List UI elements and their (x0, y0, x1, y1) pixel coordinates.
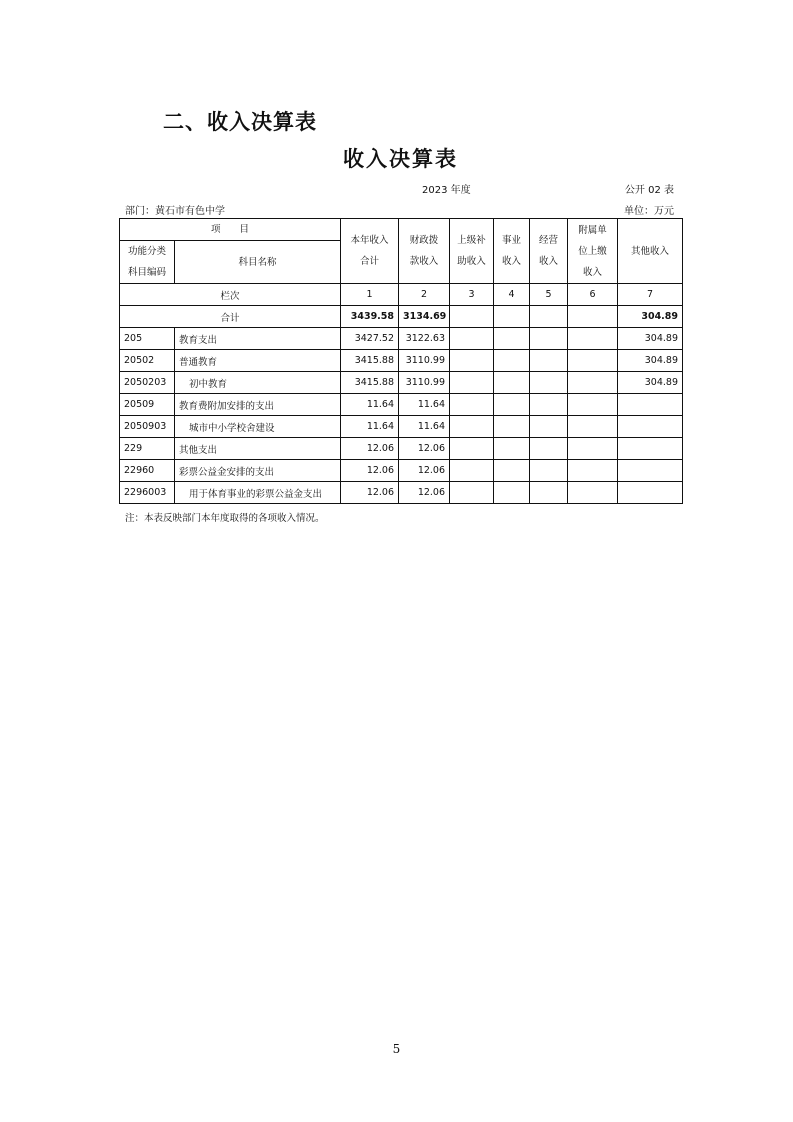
amount-cell: 304.89 (618, 328, 683, 350)
table-row (120, 438, 683, 460)
column-index-cell: 2 (399, 284, 450, 306)
amount-cell (494, 416, 530, 438)
amount-cell: 12.06 (399, 482, 450, 504)
amount-cell: 12.06 (341, 482, 399, 504)
amount-cell: 12.06 (399, 460, 450, 482)
amount-cell: 11.64 (341, 416, 399, 438)
amount-cell: 11.64 (399, 416, 450, 438)
amount-cell: 3122.63 (399, 328, 450, 350)
amount-cell (450, 394, 494, 416)
subject-name: 城市中小学校舍建设 (175, 416, 341, 438)
amount-cell (450, 328, 494, 350)
amount-cell: 3110.99 (399, 372, 450, 394)
amount-cell (450, 416, 494, 438)
header-affiliated: 附属单 位上缴 收入 (568, 219, 618, 284)
year-label: 2023 年度 (422, 185, 471, 196)
total-value (530, 306, 568, 328)
amount-cell (494, 438, 530, 460)
subject-name: 其他支出 (175, 438, 341, 460)
amount-cell (450, 482, 494, 504)
subject-name: 教育费附加安排的支出 (175, 394, 341, 416)
amount-cell: 12.06 (341, 438, 399, 460)
amount-cell: 11.64 (399, 394, 450, 416)
column-index-cell: 1 (341, 284, 399, 306)
amount-cell (618, 416, 683, 438)
amount-cell: 12.06 (399, 438, 450, 460)
amount-cell (494, 372, 530, 394)
subject-code: 2050203 (120, 372, 175, 394)
unit-label: 单位：万元 (624, 206, 674, 217)
total-row (120, 306, 683, 328)
table-row (120, 416, 683, 438)
total-value (568, 306, 618, 328)
total-label: 合计 (120, 306, 341, 328)
subject-code: 2050903 (120, 416, 175, 438)
amount-cell (450, 438, 494, 460)
total-value (494, 306, 530, 328)
table-row (120, 394, 683, 416)
header-annual-income: 本年收入 合计 (341, 219, 399, 284)
column-index-cell: 6 (568, 284, 618, 306)
amount-cell: 304.89 (618, 350, 683, 372)
subject-name: 普通教育 (175, 350, 341, 372)
column-index-cell: 3 (450, 284, 494, 306)
amount-cell (618, 438, 683, 460)
table-row (120, 328, 683, 350)
subject-name: 彩票公益金安排的支出 (175, 460, 341, 482)
amount-cell (494, 328, 530, 350)
total-value: 304.89 (618, 306, 683, 328)
amount-cell (450, 372, 494, 394)
amount-cell (530, 350, 568, 372)
total-value: 3439.58 (341, 306, 399, 328)
amount-cell (618, 460, 683, 482)
header-superior: 上级补 助收入 (450, 219, 494, 284)
subject-code: 20502 (120, 350, 175, 372)
amount-cell (494, 482, 530, 504)
header-subject-name: 科目名称 (175, 241, 341, 284)
table-title: 收入决算表 (343, 147, 458, 171)
header-other: 其他收入 (618, 219, 683, 284)
header-func-code: 功能分类 科目编码 (120, 241, 175, 284)
column-index-label: 栏次 (120, 284, 341, 306)
column-index-cell: 7 (618, 284, 683, 306)
table-note: 注：本表反映部门本年度取得的各项收入情况。 (125, 513, 325, 524)
header-row-1 (120, 219, 683, 241)
amount-cell: 3110.99 (399, 350, 450, 372)
header-item: 项 目 (120, 219, 341, 241)
amount-cell (530, 460, 568, 482)
amount-cell (618, 394, 683, 416)
amount-cell (568, 416, 618, 438)
department-label: 部门：黄石市有色中学 (125, 206, 225, 217)
amount-cell (494, 460, 530, 482)
column-index-row (120, 284, 683, 306)
amount-cell (568, 460, 618, 482)
amount-cell (568, 394, 618, 416)
subject-code: 205 (120, 328, 175, 350)
amount-cell (530, 372, 568, 394)
subject-code: 229 (120, 438, 175, 460)
subject-code: 2296003 (120, 482, 175, 504)
column-index-cell: 5 (530, 284, 568, 306)
amount-cell (494, 350, 530, 372)
amount-cell (618, 482, 683, 504)
section-heading: 二、收入决算表 (163, 110, 317, 134)
subject-code: 20509 (120, 394, 175, 416)
form-code: 公开 02 表 (624, 185, 674, 196)
data-rows (120, 328, 683, 504)
amount-cell (568, 372, 618, 394)
table-row (120, 350, 683, 372)
amount-cell (530, 416, 568, 438)
amount-cell (530, 394, 568, 416)
header-business: 事业 收入 (494, 219, 530, 284)
subject-name: 教育支出 (175, 328, 341, 350)
page-number: 5 (392, 1042, 401, 1056)
income-table (119, 218, 683, 504)
amount-cell: 304.89 (618, 372, 683, 394)
header-operating: 经营 收入 (530, 219, 568, 284)
amount-cell: 3415.88 (341, 372, 399, 394)
amount-cell (494, 394, 530, 416)
subject-name: 初中教育 (175, 372, 341, 394)
total-value: 3134.69 (399, 306, 450, 328)
amount-cell (450, 350, 494, 372)
amount-cell: 11.64 (341, 394, 399, 416)
amount-cell (530, 438, 568, 460)
amount-cell (568, 350, 618, 372)
amount-cell (568, 328, 618, 350)
table-row (120, 372, 683, 394)
amount-cell: 12.06 (341, 460, 399, 482)
amount-cell (530, 328, 568, 350)
amount-cell: 3427.52 (341, 328, 399, 350)
amount-cell (450, 460, 494, 482)
table-row (120, 482, 683, 504)
amount-cell (568, 438, 618, 460)
amount-cell (530, 482, 568, 504)
total-value (450, 306, 494, 328)
amount-cell (568, 482, 618, 504)
table-row (120, 460, 683, 482)
subject-code: 22960 (120, 460, 175, 482)
header-fiscal: 财政拨 款收入 (399, 219, 450, 284)
subject-name: 用于体育事业的彩票公益金支出 (175, 482, 341, 504)
amount-cell: 3415.88 (341, 350, 399, 372)
column-index-cell: 4 (494, 284, 530, 306)
